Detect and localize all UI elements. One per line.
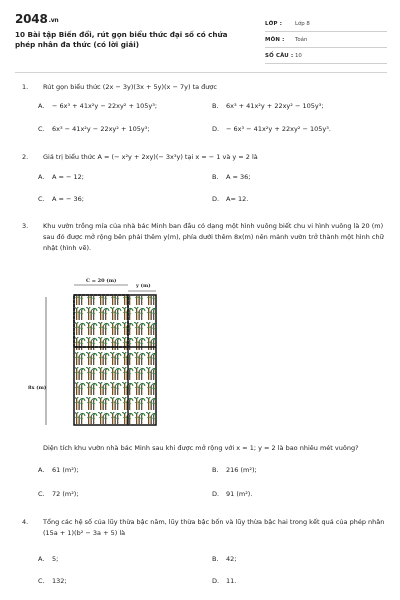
option-label: D. bbox=[212, 490, 220, 498]
option-3c[interactable] bbox=[38, 489, 79, 499]
info-row-subject bbox=[265, 32, 387, 48]
label-width-extension: y (m) bbox=[136, 283, 151, 289]
info-value: Lớp 8 bbox=[295, 20, 310, 27]
question-stem: Rút gọn biểu thức (2x − 3y)(3x + 5y)(x − 7y) ta được bbox=[43, 83, 217, 91]
option-2a[interactable] bbox=[38, 172, 84, 182]
option-2c[interactable] bbox=[38, 194, 84, 204]
option-1a[interactable] bbox=[38, 101, 157, 111]
option-text: 216 (m²); bbox=[226, 466, 257, 474]
option-text: − 6x³ + 41x²y − 22xy² + 105y³; bbox=[52, 102, 158, 110]
question-number: 4. bbox=[22, 518, 29, 526]
option-text: 42; bbox=[226, 555, 237, 563]
option-text: 11. bbox=[226, 577, 237, 585]
question-number: 2. bbox=[22, 153, 29, 161]
option-label: D. bbox=[212, 577, 220, 585]
label-height-extension: 8x (m) bbox=[28, 385, 47, 391]
option-label: B. bbox=[212, 173, 219, 181]
option-text: − 6x³ − 41x²y + 22xy² − 105y³. bbox=[226, 125, 331, 133]
header bbox=[15, 8, 387, 70]
info-key: SỐ CÂU : bbox=[265, 52, 294, 59]
option-label: C. bbox=[38, 195, 45, 203]
logo-suffix: .vn bbox=[48, 17, 59, 24]
option-text: 132; bbox=[52, 577, 67, 585]
question-stem: Tổng các hệ số của lũy thừa bậc năm, lũy thừa bậc bốn và lũy thừa bậc hai trong kết quả của phép nhân (15a + 1)(b² − 3a + 5) là bbox=[43, 518, 385, 537]
option-3a[interactable] bbox=[38, 465, 79, 475]
site-logo[interactable] bbox=[15, 12, 58, 26]
info-key: LỚP : bbox=[265, 20, 283, 27]
option-label: C. bbox=[38, 577, 45, 585]
question-prompt: Diện tích khu vườn nhà bác Minh sau khi được mở rộng với x = 1; y = 2 là bao nhiêu mét vuông? bbox=[43, 444, 359, 452]
logo-text: 2048 bbox=[15, 12, 48, 26]
document-title: 10 Bài tập Biến đổi, rút gọn biểu thức đại số có chứa phép nhân đa thức (có lời giải) bbox=[15, 30, 228, 49]
garden-diagram bbox=[28, 265, 168, 430]
option-4a[interactable] bbox=[38, 554, 58, 564]
option-text: A= 12. bbox=[226, 195, 249, 203]
option-2d[interactable] bbox=[212, 194, 248, 204]
question-stem: Khu vườn trồng mía của nhà bác Minh ban đầu có dạng một hình vuông biết chu vi hình vuông là 20 (m) sau đó được mở rộng bên phải thêm y(m), phía dưới thêm 8x(m) nên mảnh vườn trở thành một hình chữ nhật (hình vẽ). bbox=[43, 222, 384, 252]
option-label: A. bbox=[38, 173, 45, 181]
label-perimeter: C = 20 (m) bbox=[86, 278, 117, 284]
option-label: D. bbox=[212, 125, 220, 133]
option-text: A = 36; bbox=[226, 173, 251, 181]
option-3b[interactable] bbox=[212, 465, 257, 475]
option-text: 6x³ − 41x²y − 22xy² + 105y³; bbox=[52, 125, 150, 133]
option-text: 5; bbox=[52, 555, 59, 563]
info-key: MÔN : bbox=[265, 36, 285, 43]
question-stem: Giá trị biểu thức A = (− x²y + 2xy)(− 3x³y) tại x = − 1 và y = 2 là bbox=[43, 153, 258, 161]
info-value: Toán bbox=[295, 36, 308, 43]
option-label: B. bbox=[212, 555, 219, 563]
option-label: B. bbox=[212, 466, 219, 474]
option-label: A. bbox=[38, 466, 45, 474]
option-label: C. bbox=[38, 125, 45, 133]
option-3d[interactable] bbox=[212, 489, 252, 499]
header-divider bbox=[15, 72, 387, 73]
option-label: B. bbox=[212, 102, 219, 110]
garden-figure bbox=[28, 265, 168, 430]
option-1c[interactable] bbox=[38, 124, 150, 134]
option-4d[interactable] bbox=[212, 576, 236, 586]
option-label: D. bbox=[212, 195, 220, 203]
info-value: 10 bbox=[295, 52, 302, 59]
option-2b[interactable] bbox=[212, 172, 251, 182]
option-label: C. bbox=[38, 490, 45, 498]
info-table bbox=[265, 16, 387, 64]
question-number: 3. bbox=[22, 222, 29, 230]
question-number: 1. bbox=[22, 83, 29, 91]
option-text: 72 (m²); bbox=[52, 490, 79, 498]
option-text: 61 (m²); bbox=[52, 466, 79, 474]
option-text: A = − 36; bbox=[52, 195, 84, 203]
option-text: 6x³ + 41x²y + 22xy² − 105y³; bbox=[226, 102, 324, 110]
option-4b[interactable] bbox=[212, 554, 236, 564]
option-1d[interactable] bbox=[212, 124, 331, 134]
option-4c[interactable] bbox=[38, 576, 67, 586]
option-1b[interactable] bbox=[212, 101, 324, 111]
info-row-count bbox=[265, 48, 387, 64]
info-row-class bbox=[265, 16, 387, 32]
option-text: 91 (m²). bbox=[226, 490, 253, 498]
option-label: A. bbox=[38, 555, 45, 563]
option-text: A = − 12; bbox=[52, 173, 84, 181]
option-label: A. bbox=[38, 102, 45, 110]
